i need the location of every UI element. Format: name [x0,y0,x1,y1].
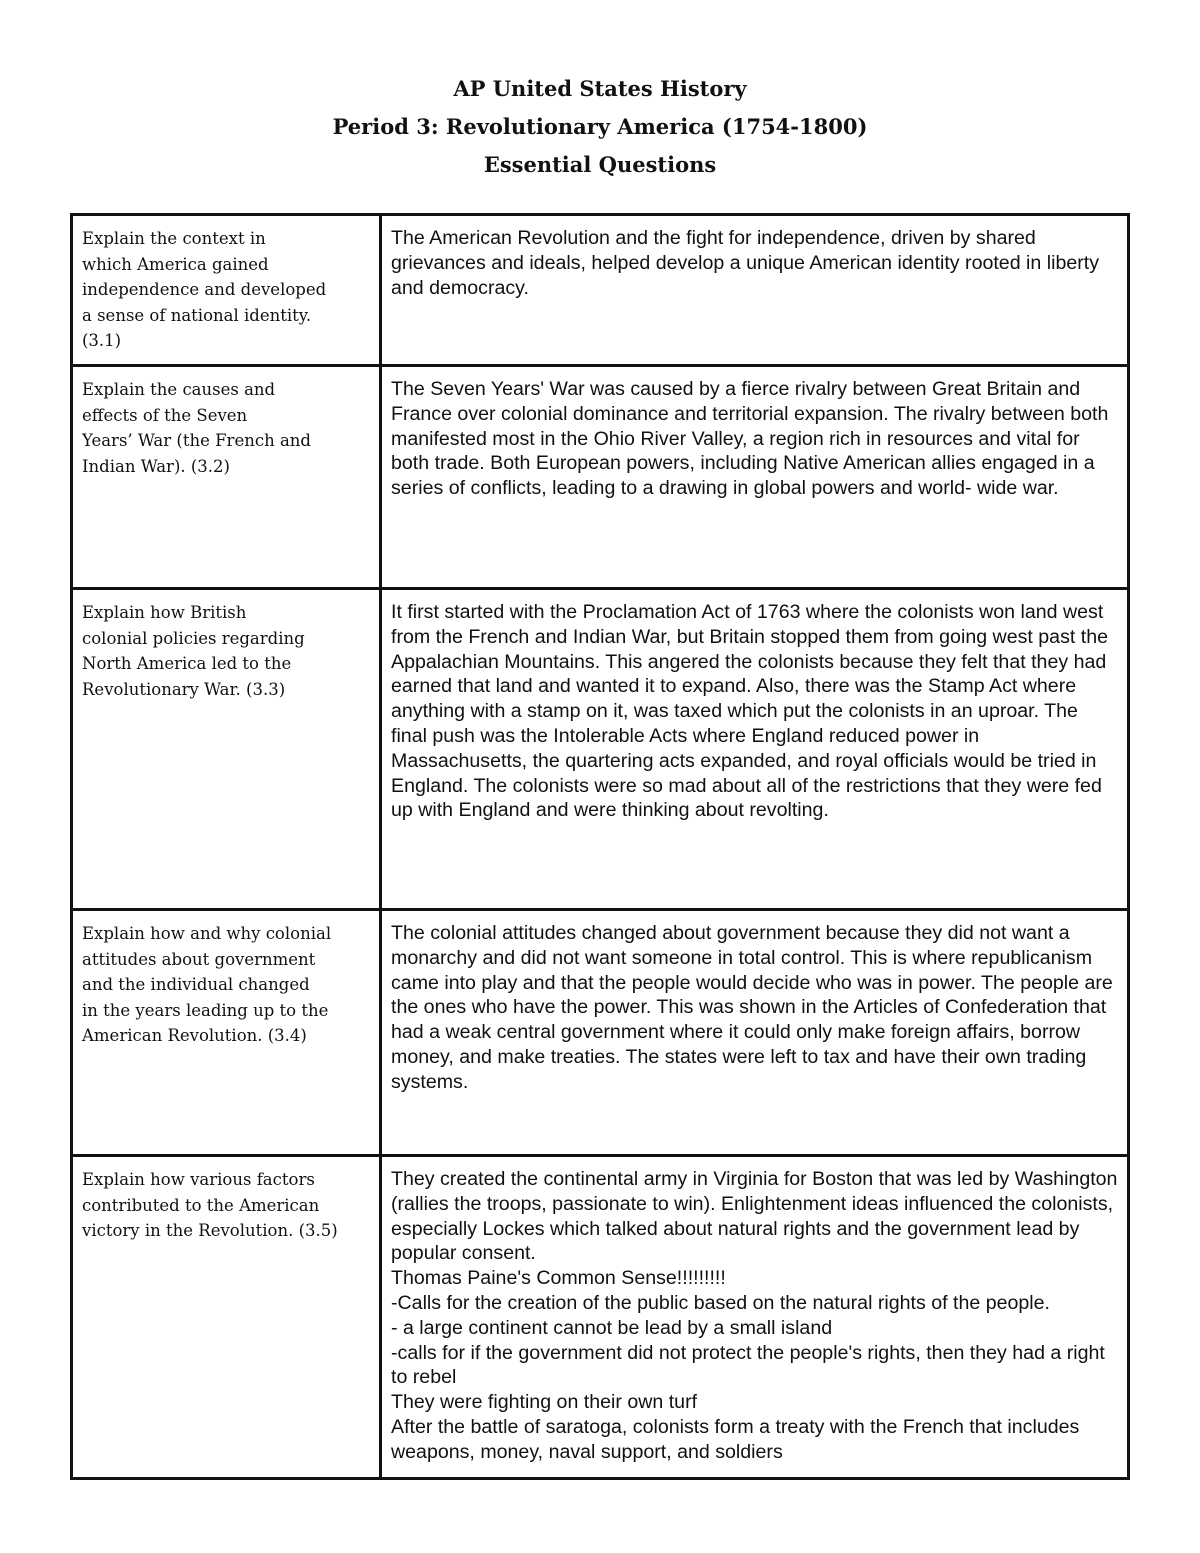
document-header [0,70,1200,184]
table-row [72,589,1129,910]
answer-cell: The Seven Years' War was caused by a fierce rivalry between Great Britain and France over colonial dominance and territorial expansion. The rivalry between both manifested most in the Ohio River Valley, a region rich in resources and vital for both trade. Both European powers, including Native American allies engaged in a series of conflicts, leading to a drawing in global powers and world- wide war. [381,366,1129,589]
table-row [72,1156,1129,1479]
table-row [72,215,1129,366]
course-title: AP United States History [453,76,747,101]
question-cell: Explain the causes and effects of the Seven Years’ War (the French and Indian War). (3.2) [72,366,381,589]
essential-questions-title: Essential Questions [483,152,717,177]
question-cell: Explain how British colonial policies regarding North America led to the Revolutionary War. (3.3) [72,589,381,910]
answer-cell: It first started with the Proclamation Act of 1763 where the colonists won land west from the French and Indian War, but Britain stopped them from going west past the Appalachian Mountains. This angered the colonists because they felt that they had earned that land and wanted it to expand. Also, there was the Stamp Act where anything with a stamp on it, was taxed which put the colonists in an uproar. The final push was the Intolerable Acts where England reduced power in Massachusetts, the quartering acts expanded, and royal officials would be tried in England. The colonists were so mad about all of the restrictions that they were fed up with England and were thinking about revolting. [381,589,1129,910]
answer-cell: The American Revolution and the fight for independence, driven by shared grievances and ideals, helped develop a unique American identity rooted in liberty and democracy. [381,215,1129,366]
question-cell: Explain the context in which America gained independence and developed a sense of national identity. (3.1) [72,215,381,366]
table-row [72,366,1129,589]
essential-questions-table [70,213,1130,1480]
question-cell: Explain how and why colonial attitudes about government and the individual changed in the years leading up to the American Revolution. (3.4) [72,910,381,1156]
period-title: Period 3: Revolutionary America (1754-1800) [332,114,868,139]
question-cell: Explain how various factors contributed to the American victory in the Revolution. (3.5) [72,1156,381,1479]
answer-cell: They created the continental army in Virginia for Boston that was led by Washington (rallies the troops, passionate to win). Enlightenment ideas influenced the colonists, especially Lockes which talked about natural rights and the government lead by popular consent. Thomas Paine's Common Sense!!!!!!!!! -Calls for the creation of the public based on the natural rights of the people. - a large continent cannot be lead by a small island -calls for if the government did not protect the people's rights, then they had a right to rebel They were fighting on their own turf After the battle of saratoga, colonists form a treaty with the French that includes weapons, money, naval support, and soldiers [381,1156,1129,1479]
table-row [72,910,1129,1156]
answer-cell: The colonial attitudes changed about government because they did not want a monarchy and did not want someone in total control. This is where republicanism came into play and that the people would decide who was in power. The people are the ones who have the power. This was shown in the Articles of Confederation that had a weak central government where it could only make foreign affairs, borrow money, and make treaties. The states were left to tax and have their own trading systems. [381,910,1129,1156]
